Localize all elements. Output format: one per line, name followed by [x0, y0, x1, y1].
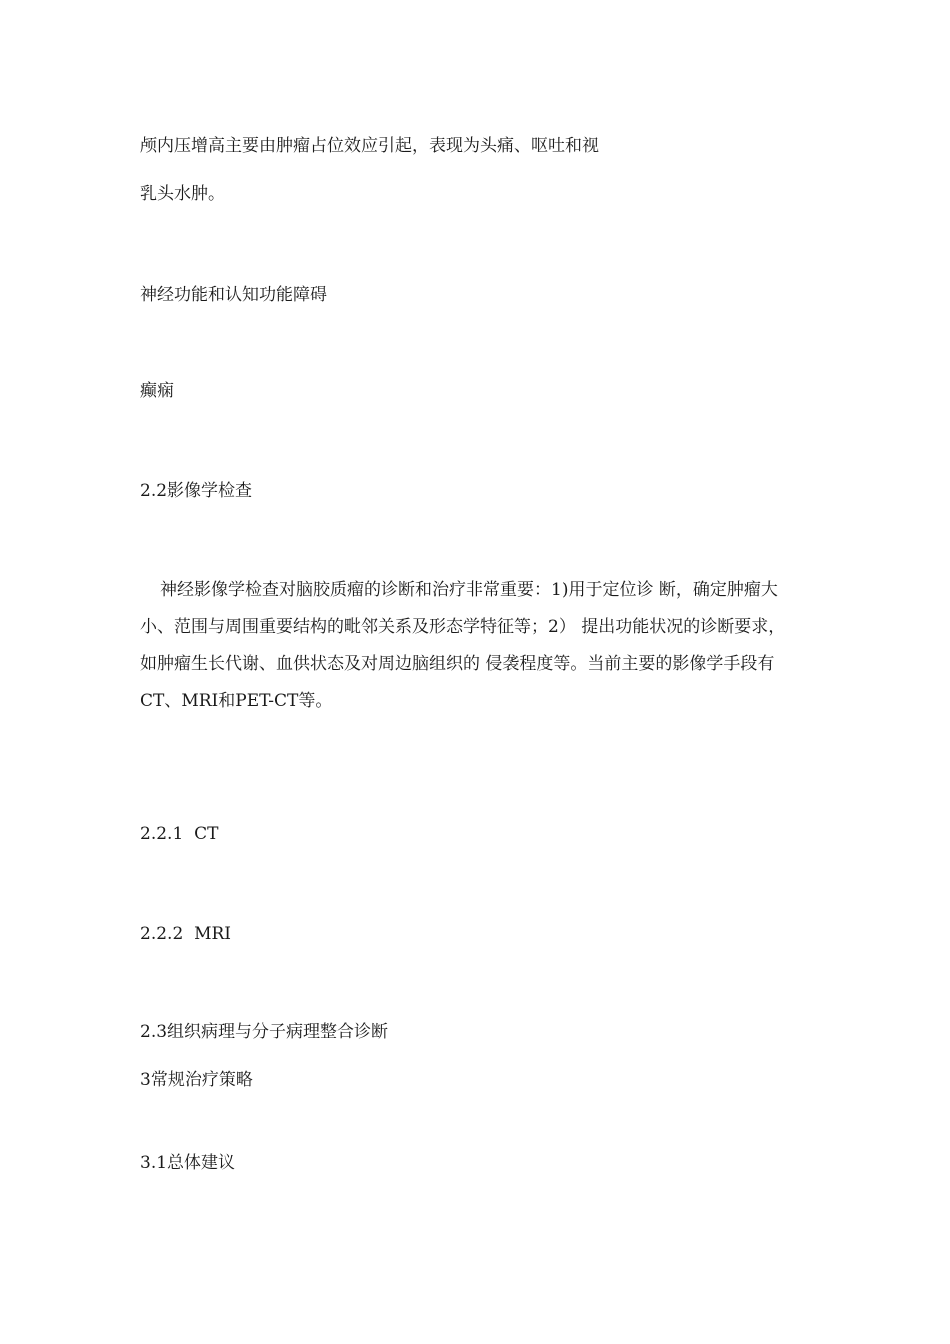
heading-2-2-1-ct: 2.2.1 CT — [140, 824, 219, 844]
heading-2-3-pathology: 2.3组织病理与分子病理整合诊断 — [140, 1022, 389, 1042]
heading-epilepsy: 癫痫 — [140, 381, 174, 401]
paragraph-line: 神经影像学检查对脑胶质瘤的诊断和治疗非常重要：1)用于定位诊 断，确定肿瘤大 — [160, 580, 778, 600]
heading-2-2-imaging: 2.2影像学检查 — [140, 481, 253, 501]
heading-3-1-recommendations: 3.1总体建议 — [140, 1153, 236, 1173]
heading-2-2-2-mri: 2.2.2 MRI — [140, 924, 231, 944]
heading-neuro-function: 神经功能和认知功能障碍 — [140, 285, 327, 305]
paragraph-line: CT、MRI和PET-CT等。 — [140, 691, 333, 711]
intro-line-2: 乳头水肿。 — [140, 184, 225, 204]
paragraph-line: 小、范围与周围重要结构的毗邻关系及形态学特征等；2） 提出功能状况的诊断要求， — [140, 617, 786, 637]
paragraph-line: 如肿瘤生长代谢、血供状态及对周边脑组织的 侵袭程度等。当前主要的影像学手段有 — [140, 654, 775, 674]
intro-line-1: 颅内压增高主要由肿瘤占位效应引起，表现为头痛、呕吐和视 — [140, 136, 599, 156]
imaging-paragraph — [140, 578, 830, 726]
heading-3-treatment: 3常规治疗策略 — [140, 1070, 253, 1090]
